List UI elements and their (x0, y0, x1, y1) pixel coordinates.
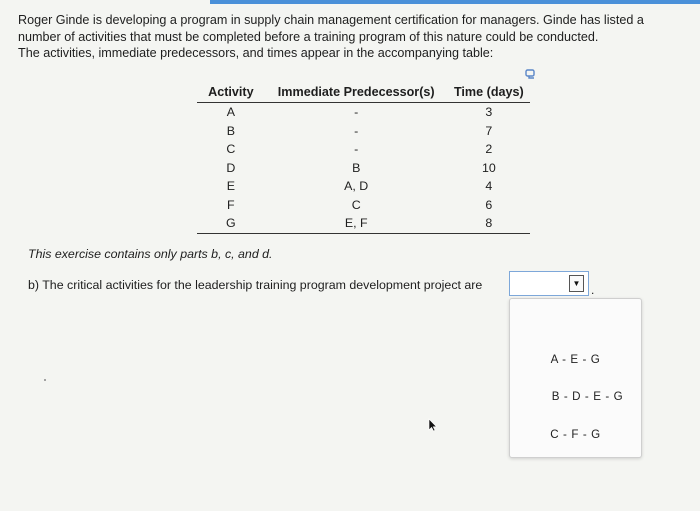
cell-activity: D (226, 160, 236, 175)
cell-predecessor: - (354, 123, 359, 138)
cell-predecessor: - (354, 105, 359, 120)
cell-predecessor: E, F (265, 214, 448, 233)
table-row (197, 122, 530, 141)
table-row (197, 103, 530, 122)
header-predecessor: Immediate Predecessor(s) (265, 83, 448, 103)
intro-line-3: The activities, immediate predecessors, and times appear in the accompanying table: (18, 46, 494, 60)
problem-statement (18, 12, 688, 62)
cell-predecessor: B (352, 160, 361, 175)
dropdown-options-list (509, 298, 642, 458)
dropdown-option[interactable]: B - D - E - G (551, 390, 624, 403)
cell-predecessor: A, D (344, 179, 369, 194)
critical-activities-dropdown[interactable] (509, 271, 589, 296)
chevron-down-icon[interactable]: ▼ (569, 275, 584, 292)
cell-time: 2 (485, 142, 493, 157)
table-row (197, 159, 530, 178)
cell-activity: A (226, 105, 235, 120)
cell-time: 10 (481, 160, 496, 175)
cell-activity: G (197, 214, 265, 233)
mouse-pointer-icon (427, 418, 437, 432)
table-header-row (197, 83, 530, 103)
table-row (197, 177, 530, 196)
cell-time: 6 (485, 197, 493, 212)
table-row (197, 140, 530, 159)
header-activity: Activity (197, 83, 265, 103)
table-row (197, 196, 530, 215)
table-row (197, 214, 530, 233)
cell-time: 4 (485, 179, 493, 194)
top-accent-strip (0, 0, 700, 4)
cell-activity: E (226, 179, 235, 194)
question-b-text: b) The critical activities for the leadership training program development project are (28, 278, 483, 292)
cell-predecessor: C (351, 197, 361, 212)
intro-line-1: Roger Ginde is developing a program in supply chain management certification for managers. Ginde has listed a (18, 13, 644, 27)
header-time: Time (days) (448, 83, 530, 103)
cell-time: 8 (448, 214, 530, 233)
cell-activity: B (226, 123, 235, 138)
intro-line-2: number of activities that must be completed before a training program of this nature could be conducted. (18, 29, 599, 44)
copy-icon[interactable] (525, 68, 537, 80)
cell-activity: F (227, 197, 235, 212)
trailing-period: . (591, 283, 595, 297)
dropdown-option[interactable]: A - E - G (550, 353, 601, 366)
cell-activity: C (226, 142, 236, 157)
activities-table (197, 83, 530, 234)
screen-speck (44, 379, 46, 381)
cell-predecessor: - (354, 142, 359, 157)
exercise-note: This exercise contains only parts b, c, and d. (28, 247, 273, 261)
cell-time: 3 (485, 105, 493, 120)
dropdown-option[interactable]: C - F - G (550, 428, 601, 441)
cell-time: 7 (485, 123, 493, 138)
